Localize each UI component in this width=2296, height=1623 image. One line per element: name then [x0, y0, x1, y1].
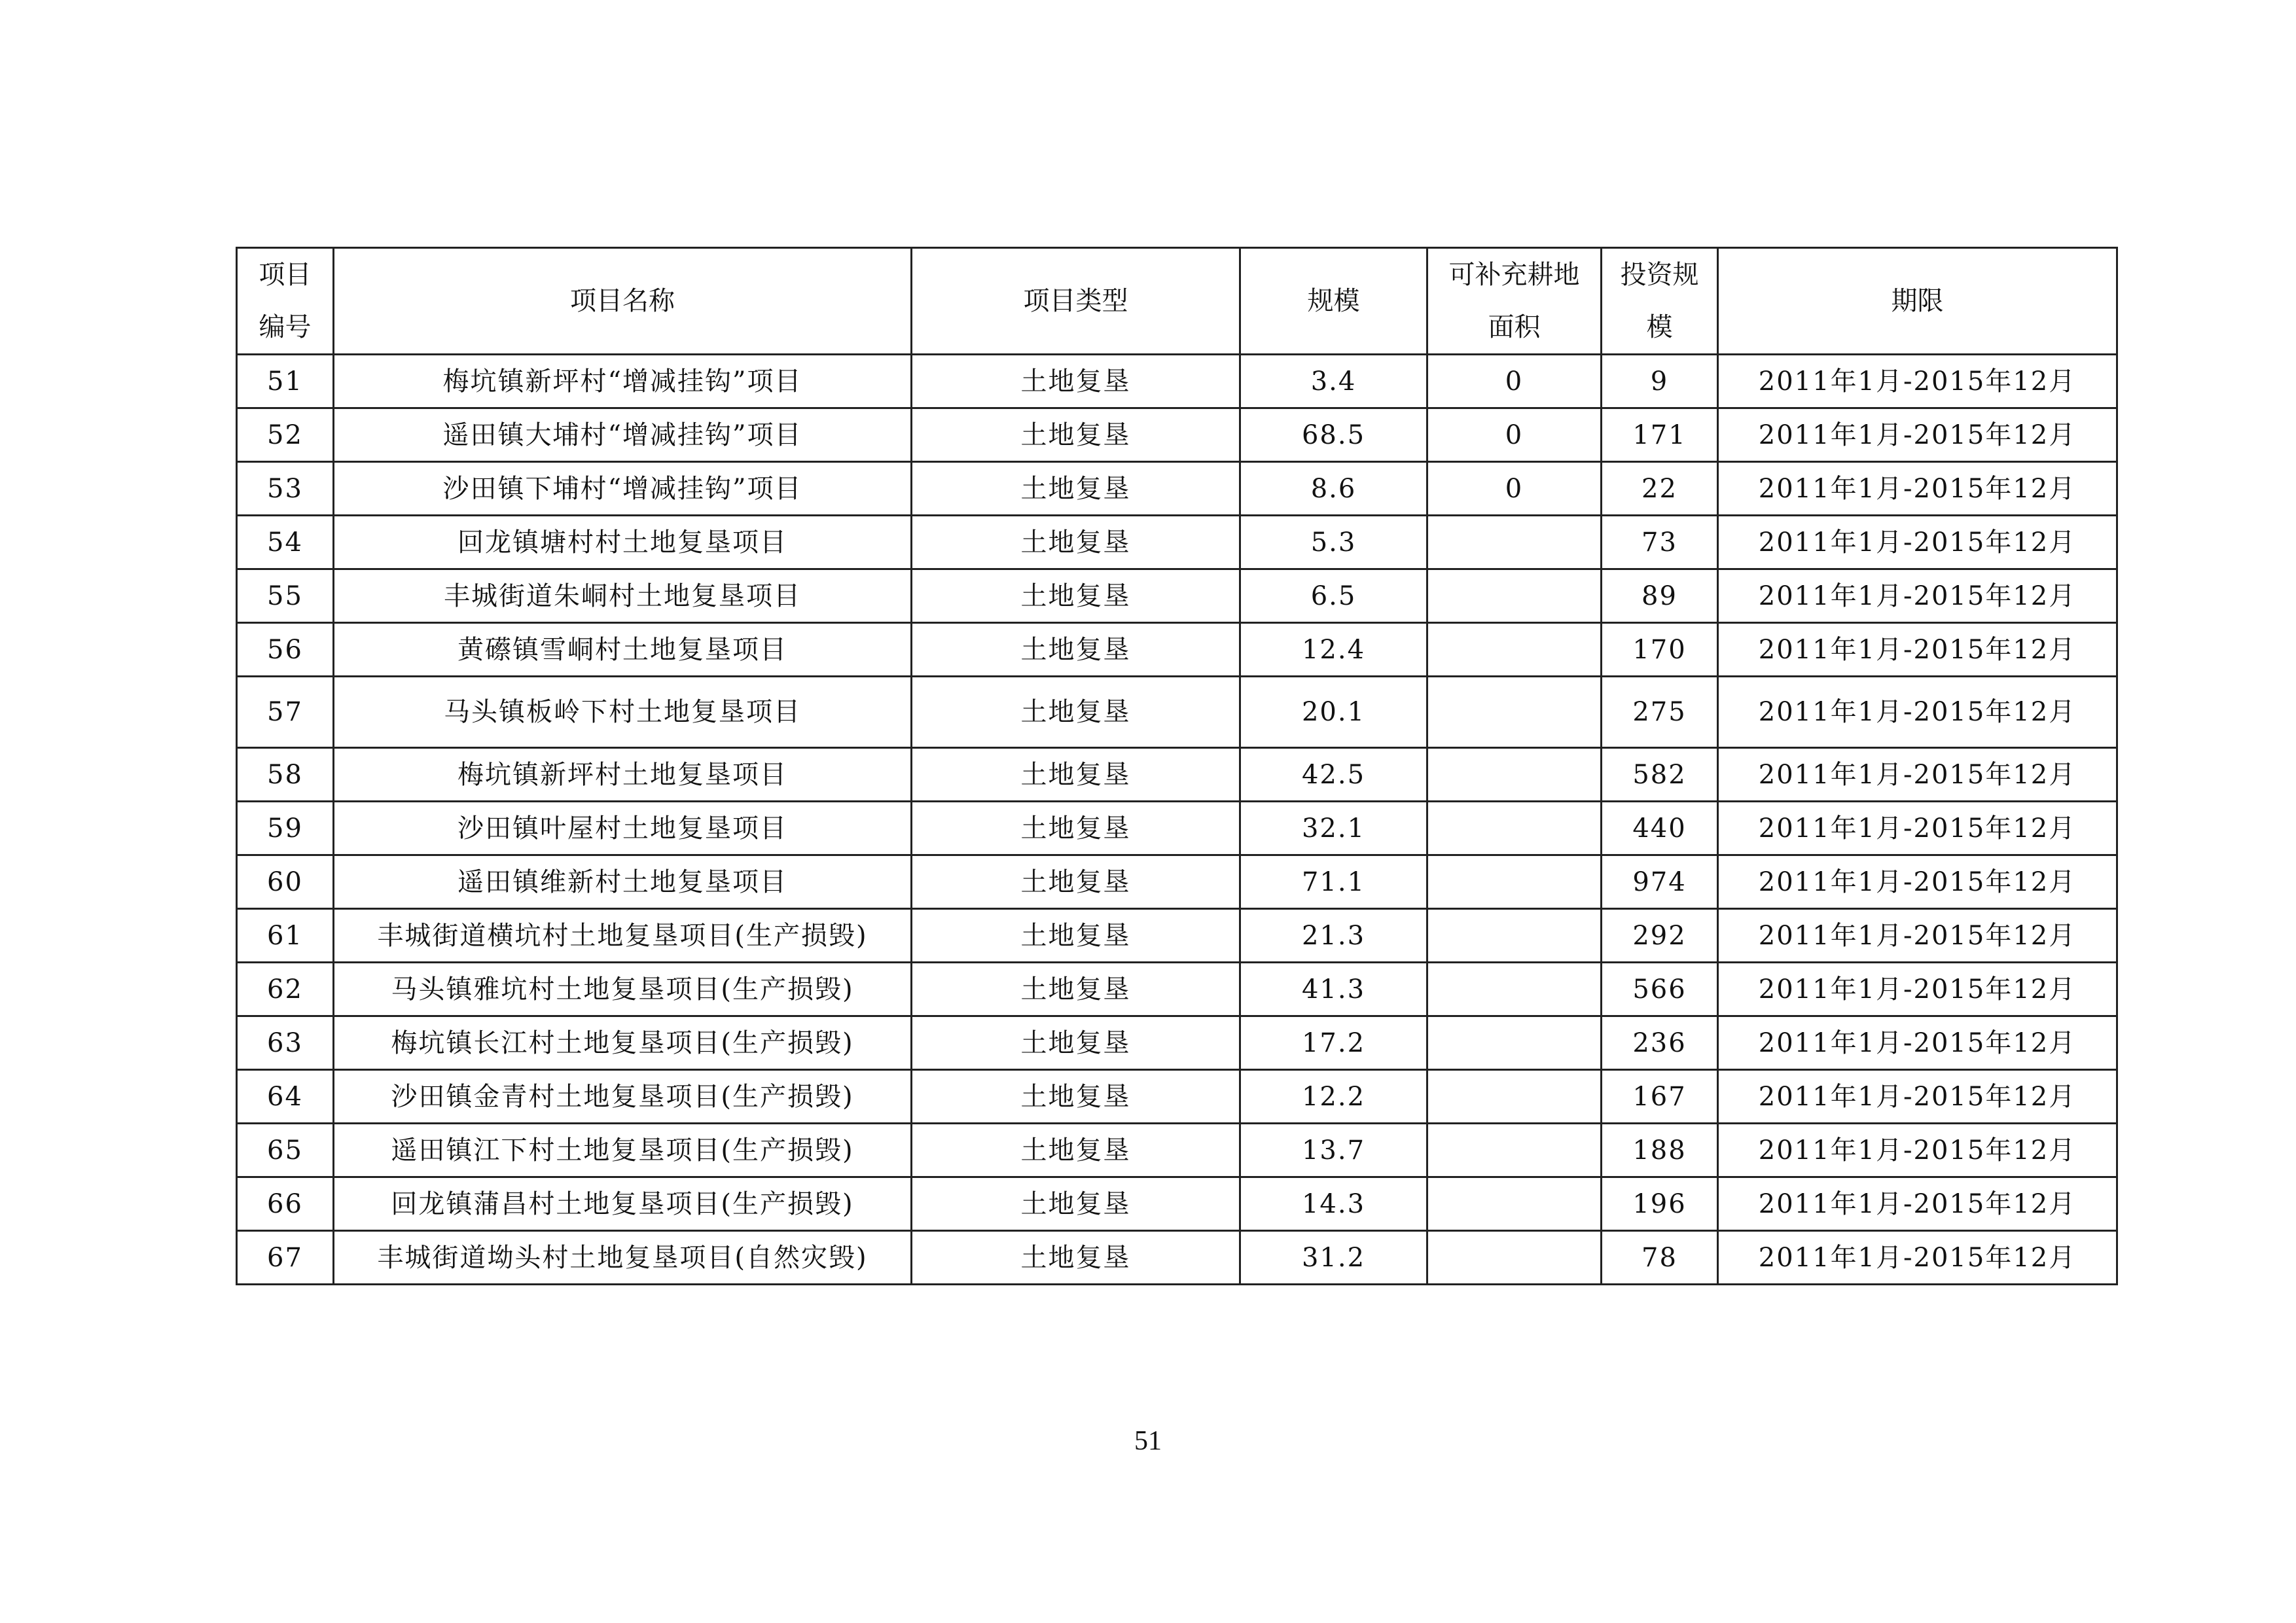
- cell-project-name: 马头镇板岭下村土地复垦项目: [334, 677, 912, 748]
- header-project-name: 项目名称: [334, 248, 912, 355]
- cell-investment: 9: [1602, 355, 1718, 408]
- cell-project-no: 58: [237, 748, 334, 802]
- header-farmland-area-line1: 可补充耕地: [1448, 260, 1580, 290]
- table-row: [237, 355, 2117, 408]
- cell-investment: 188: [1602, 1124, 1718, 1177]
- cell-investment: 89: [1602, 569, 1718, 623]
- cell-project-type: 土地复垦: [912, 963, 1240, 1016]
- cell-scale: 13.7: [1240, 1124, 1427, 1177]
- cell-investment: 582: [1602, 748, 1718, 802]
- cell-project-type: 土地复垦: [912, 569, 1240, 623]
- cell-project-no: 67: [237, 1231, 334, 1285]
- table-row: [237, 855, 2117, 909]
- cell-scale: 14.3: [1240, 1177, 1427, 1231]
- cell-investment: 440: [1602, 802, 1718, 855]
- cell-scale: 41.3: [1240, 963, 1427, 1016]
- cell-period: 2011年1月-2015年12月: [1718, 462, 2117, 516]
- cell-project-name: 丰城街道坳头村土地复垦项目(自然灾毁): [334, 1231, 912, 1285]
- header-row: [237, 248, 2117, 355]
- cell-project-name: 沙田镇下埔村“增减挂钩”项目: [334, 462, 912, 516]
- header-farmland-area-line2: 面积: [1488, 312, 1541, 342]
- cell-scale: 8.6: [1240, 462, 1427, 516]
- cell-project-type: 土地复垦: [912, 355, 1240, 408]
- cell-project-no: 64: [237, 1070, 334, 1124]
- cell-project-type: 土地复垦: [912, 1124, 1240, 1177]
- cell-farmland-area: [1427, 516, 1602, 569]
- cell-investment: 22: [1602, 462, 1718, 516]
- header-project-no-line2: 编号: [259, 312, 312, 342]
- header-investment: [1602, 248, 1718, 355]
- cell-period: 2011年1月-2015年12月: [1718, 802, 2117, 855]
- cell-project-type: 土地复垦: [912, 748, 1240, 802]
- cell-investment: 167: [1602, 1070, 1718, 1124]
- cell-period: 2011年1月-2015年12月: [1718, 569, 2117, 623]
- cell-scale: 12.4: [1240, 623, 1427, 677]
- cell-project-no: 66: [237, 1177, 334, 1231]
- cell-project-no: 52: [237, 408, 334, 462]
- cell-period: 2011年1月-2015年12月: [1718, 963, 2117, 1016]
- cell-project-no: 53: [237, 462, 334, 516]
- table-row: [237, 748, 2117, 802]
- cell-project-name: 遥田镇大埔村“增减挂钩”项目: [334, 408, 912, 462]
- header-project-no-line1: 项目: [259, 260, 312, 290]
- cell-project-type: 土地复垦: [912, 677, 1240, 748]
- cell-farmland-area: [1427, 569, 1602, 623]
- cell-project-type: 土地复垦: [912, 1016, 1240, 1070]
- header-scale: 规模: [1240, 248, 1427, 355]
- cell-investment: 170: [1602, 623, 1718, 677]
- cell-project-type: 土地复垦: [912, 1177, 1240, 1231]
- table-row: [237, 569, 2117, 623]
- cell-period: 2011年1月-2015年12月: [1718, 855, 2117, 909]
- cell-farmland-area: [1427, 1231, 1602, 1285]
- cell-project-type: 土地复垦: [912, 516, 1240, 569]
- cell-scale: 17.2: [1240, 1016, 1427, 1070]
- cell-project-type: 土地复垦: [912, 408, 1240, 462]
- cell-farmland-area: [1427, 623, 1602, 677]
- table-row: [237, 909, 2117, 963]
- cell-investment: 196: [1602, 1177, 1718, 1231]
- cell-farmland-area: [1427, 677, 1602, 748]
- cell-period: 2011年1月-2015年12月: [1718, 909, 2117, 963]
- cell-project-name: 沙田镇叶屋村土地复垦项目: [334, 802, 912, 855]
- cell-farmland-area: 0: [1427, 355, 1602, 408]
- cell-period: 2011年1月-2015年12月: [1718, 516, 2117, 569]
- cell-investment: 73: [1602, 516, 1718, 569]
- cell-scale: 20.1: [1240, 677, 1427, 748]
- cell-project-no: 63: [237, 1016, 334, 1070]
- cell-project-name: 梅坑镇长江村土地复垦项目(生产损毁): [334, 1016, 912, 1070]
- table-row: [237, 677, 2117, 748]
- cell-farmland-area: [1427, 909, 1602, 963]
- cell-project-no: 57: [237, 677, 334, 748]
- cell-period: 2011年1月-2015年12月: [1718, 1177, 2117, 1231]
- header-project-type: 项目类型: [912, 248, 1240, 355]
- cell-farmland-area: [1427, 1016, 1602, 1070]
- cell-project-no: 65: [237, 1124, 334, 1177]
- cell-project-name: 丰城街道朱峒村土地复垦项目: [334, 569, 912, 623]
- cell-project-type: 土地复垦: [912, 462, 1240, 516]
- project-table: [236, 247, 2118, 1285]
- cell-scale: 21.3: [1240, 909, 1427, 963]
- cell-farmland-area: [1427, 1070, 1602, 1124]
- cell-period: 2011年1月-2015年12月: [1718, 1070, 2117, 1124]
- cell-scale: 32.1: [1240, 802, 1427, 855]
- cell-scale: 12.2: [1240, 1070, 1427, 1124]
- cell-period: 2011年1月-2015年12月: [1718, 677, 2117, 748]
- cell-project-type: 土地复垦: [912, 909, 1240, 963]
- header-farmland-area: [1427, 248, 1602, 355]
- cell-project-name: 梅坑镇新坪村“增减挂钩”项目: [334, 355, 912, 408]
- cell-period: 2011年1月-2015年12月: [1718, 355, 2117, 408]
- cell-scale: 5.3: [1240, 516, 1427, 569]
- cell-farmland-area: 0: [1427, 462, 1602, 516]
- cell-investment: 78: [1602, 1231, 1718, 1285]
- page-number: 51: [1134, 1426, 1162, 1456]
- cell-period: 2011年1月-2015年12月: [1718, 408, 2117, 462]
- table-row: [237, 462, 2117, 516]
- cell-project-no: 55: [237, 569, 334, 623]
- cell-scale: 6.5: [1240, 569, 1427, 623]
- cell-project-type: 土地复垦: [912, 802, 1240, 855]
- cell-scale: 31.2: [1240, 1231, 1427, 1285]
- table-row: [237, 963, 2117, 1016]
- cell-project-no: 54: [237, 516, 334, 569]
- cell-farmland-area: [1427, 855, 1602, 909]
- cell-farmland-area: [1427, 963, 1602, 1016]
- cell-investment: 236: [1602, 1016, 1718, 1070]
- cell-project-name: 马头镇雅坑村土地复垦项目(生产损毁): [334, 963, 912, 1016]
- cell-scale: 68.5: [1240, 408, 1427, 462]
- cell-farmland-area: [1427, 1177, 1602, 1231]
- table-row: [237, 1124, 2117, 1177]
- cell-project-name: 回龙镇塘村村土地复垦项目: [334, 516, 912, 569]
- cell-project-name: 梅坑镇新坪村土地复垦项目: [334, 748, 912, 802]
- header-investment-line1: 投资规: [1620, 260, 1699, 290]
- cell-project-name: 丰城街道横坑村土地复垦项目(生产损毁): [334, 909, 912, 963]
- cell-period: 2011年1月-2015年12月: [1718, 1231, 2117, 1285]
- cell-project-no: 61: [237, 909, 334, 963]
- table-body: [237, 355, 2117, 1285]
- table-row: [237, 623, 2117, 677]
- cell-project-type: 土地复垦: [912, 623, 1240, 677]
- table-row: [237, 1177, 2117, 1231]
- cell-project-name: 遥田镇维新村土地复垦项目: [334, 855, 912, 909]
- cell-project-type: 土地复垦: [912, 855, 1240, 909]
- cell-project-name: 沙田镇金青村土地复垦项目(生产损毁): [334, 1070, 912, 1124]
- cell-project-name: 遥田镇江下村土地复垦项目(生产损毁): [334, 1124, 912, 1177]
- cell-farmland-area: [1427, 1124, 1602, 1177]
- cell-investment: 292: [1602, 909, 1718, 963]
- cell-project-name: 黄礤镇雪峒村土地复垦项目: [334, 623, 912, 677]
- header-project-no: [237, 248, 334, 355]
- cell-project-no: 62: [237, 963, 334, 1016]
- cell-project-type: 土地复垦: [912, 1070, 1240, 1124]
- table-header: [237, 248, 2117, 355]
- cell-investment: 171: [1602, 408, 1718, 462]
- cell-farmland-area: [1427, 748, 1602, 802]
- table-row: [237, 1016, 2117, 1070]
- cell-project-no: 59: [237, 802, 334, 855]
- cell-farmland-area: [1427, 802, 1602, 855]
- cell-period: 2011年1月-2015年12月: [1718, 1124, 2117, 1177]
- cell-project-no: 51: [237, 355, 334, 408]
- table-row: [237, 408, 2117, 462]
- cell-period: 2011年1月-2015年12月: [1718, 748, 2117, 802]
- cell-project-type: 土地复垦: [912, 1231, 1240, 1285]
- cell-farmland-area: 0: [1427, 408, 1602, 462]
- cell-project-name: 回龙镇蒲昌村土地复垦项目(生产损毁): [334, 1177, 912, 1231]
- cell-scale: 71.1: [1240, 855, 1427, 909]
- cell-investment: 275: [1602, 677, 1718, 748]
- cell-scale: 3.4: [1240, 355, 1427, 408]
- cell-investment: 566: [1602, 963, 1718, 1016]
- table-row: [237, 516, 2117, 569]
- table-row: [237, 802, 2117, 855]
- header-investment-line2: 模: [1646, 312, 1673, 342]
- cell-project-no: 60: [237, 855, 334, 909]
- cell-investment: 974: [1602, 855, 1718, 909]
- table-row: [237, 1231, 2117, 1285]
- cell-project-no: 56: [237, 623, 334, 677]
- table-row: [237, 1070, 2117, 1124]
- cell-period: 2011年1月-2015年12月: [1718, 1016, 2117, 1070]
- cell-scale: 42.5: [1240, 748, 1427, 802]
- header-period: 期限: [1718, 248, 2117, 355]
- cell-period: 2011年1月-2015年12月: [1718, 623, 2117, 677]
